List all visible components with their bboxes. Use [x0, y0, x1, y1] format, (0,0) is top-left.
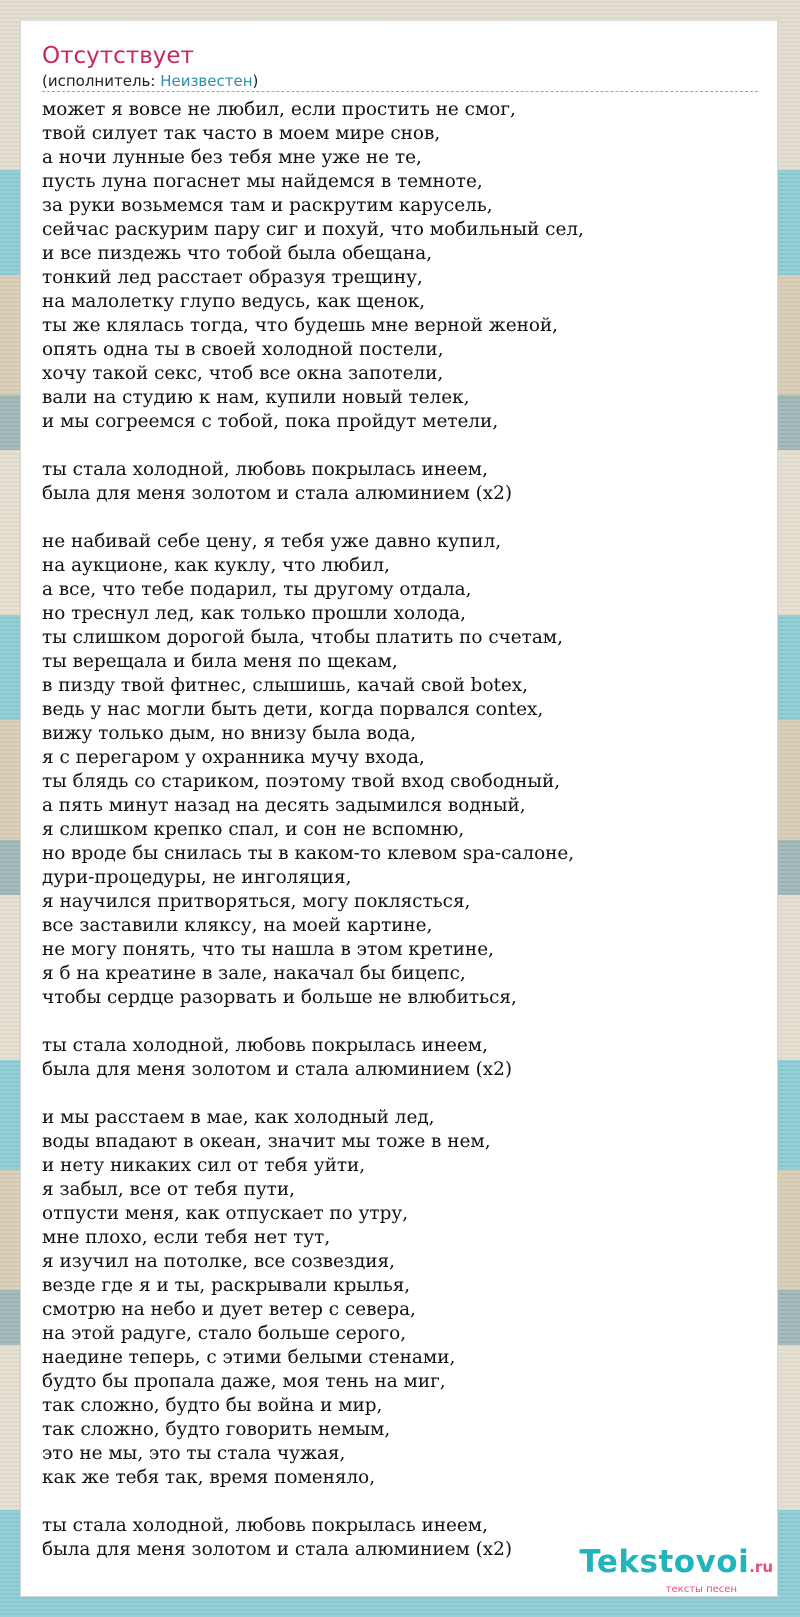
lyrics-line: это не мы, это ты стала чужая, [42, 1443, 346, 1464]
lyrics-line: воды впадают в океан, значит мы тоже в нем, [42, 1131, 491, 1152]
lyrics-stanza [42, 530, 762, 1010]
lyrics-stanza [42, 458, 762, 506]
lyrics-line: сейчас раскурим пару сиг и похуй, что мобильный сел, [42, 219, 584, 240]
lyrics-line: все заставили кляксу, на моей картине, [42, 915, 433, 936]
lyrics-line: мне плохо, если тебя нет тут, [42, 1227, 331, 1248]
lyrics-line: в пизду твой фитнес, слышишь, качай свой botex, [42, 675, 529, 696]
lyrics-line: была для меня золотом и стала алюминием (x2) [42, 1539, 513, 1560]
artist-suffix: ) [252, 72, 259, 90]
lyrics-stanza [42, 1034, 762, 1082]
lyrics-line: чтобы сердце разорвать и больше не влюбиться, [42, 987, 517, 1008]
lyrics-line: вижу только дым, но внизу была вода, [42, 723, 417, 744]
lyrics-line: ты стала холодной, любовь покрылась инеем, [42, 459, 488, 480]
lyrics-card [20, 20, 778, 1597]
lyrics-line: я забыл, все от тебя пути, [42, 1179, 295, 1200]
lyrics-line: за руки возьмемся там и раскрутим карусель, [42, 195, 493, 216]
lyrics-line: не набивай себе цену, я тебя уже давно купил, [42, 531, 502, 552]
lyrics-line: и мы согреемся с тобой, пока пройдут метели, [42, 411, 499, 432]
lyrics-line: я изучил на потолке, все созвездия, [42, 1251, 395, 1272]
lyrics-line: была для меня золотом и стала алюминием (x2) [42, 483, 513, 504]
artist-link[interactable]: Неизвестен [160, 72, 253, 90]
lyrics-line: как же тебя так, время поменяло, [42, 1467, 376, 1488]
lyrics-line: смотрю на небо и дует ветер с севера, [42, 1299, 416, 1320]
lyrics-line: ты стала холодной, любовь покрылась инеем, [42, 1515, 488, 1536]
lyrics-line: твой силует так часто в моем мире снов, [42, 123, 441, 144]
lyrics-line: будто бы пропала даже, моя тень на миг, [42, 1371, 446, 1392]
lyrics-line: а все, что тебе подарил, ты другому отдала, [42, 579, 472, 600]
artist-line [42, 71, 258, 91]
lyrics-line: может я вовсе не любил, если простить не смог, [42, 99, 516, 120]
artist-prefix: (исполнитель: [42, 72, 161, 90]
lyrics-line: а ночи лунные без тебя мне уже не те, [42, 147, 422, 168]
lyrics-line: так сложно, будто говорить немым, [42, 1419, 391, 1440]
lyrics-line: наедине теперь, с этими белыми стенами, [42, 1347, 456, 1368]
lyrics-line: и мы расстаем в мае, как холодный лед, [42, 1107, 435, 1128]
lyrics-line: ты же клялась тогда, что будешь мне верной женой, [42, 315, 559, 336]
lyrics-line: но треснул лед, как только прошли холода, [42, 603, 466, 624]
lyrics-line: была для меня золотом и стала алюминием (x2) [42, 1059, 513, 1080]
lyrics-line: ведь у нас могли быть дети, когда порвался contex, [42, 699, 544, 720]
lyrics-line: пусть луна погаснет мы найдемся в темноте, [42, 171, 483, 192]
lyrics-line: тонкий лед расстает образуя трещину, [42, 267, 423, 288]
lyrics-line: ты слишком дорогой была, чтобы платить по счетам, [42, 627, 563, 648]
lyrics-line: дури-процедуры, не инголяция, [42, 867, 352, 888]
lyrics-line: отпусти меня, как отпускает по утру, [42, 1203, 409, 1224]
lyrics-stanza [42, 1106, 762, 1490]
lyrics-line: опять одна ты в своей холодной постели, [42, 339, 444, 360]
lyrics-line: ты блядь со стариком, поэтому твой вход свободный, [42, 771, 561, 792]
lyrics-line: не могу понять, что ты нашла в этом кретине, [42, 939, 494, 960]
lyrics-stanza [42, 98, 762, 434]
lyrics-line: так сложно, будто бы война и мир, [42, 1395, 383, 1416]
lyrics-line: я с перегаром у охранника мучу входа, [42, 747, 425, 768]
lyrics-line: ты стала холодной, любовь покрылась инеем, [42, 1035, 488, 1056]
title-divider [42, 91, 758, 92]
lyrics-line: я слишком крепко спал, и сон не вспомню, [42, 819, 465, 840]
lyrics-line: ты верещала и била меня по щекам, [42, 651, 398, 672]
lyrics-line: на аукционе, как куклу, что любил, [42, 555, 390, 576]
logo-tagline: тексты песен [665, 1584, 737, 1595]
lyrics-line: вали на студию к нам, купили новый телек, [42, 387, 470, 408]
lyrics-line: и все пиздежь что тобой была обещана, [42, 243, 433, 264]
site-logo[interactable] [563, 1544, 773, 1594]
lyrics-line: хочу такой секс, чтоб все окна запотели, [42, 363, 444, 384]
lyrics-line: на этой радуге, стало больше серого, [42, 1323, 407, 1344]
lyrics-line: я б на креатине в зале, накачал бы бицепс, [42, 963, 466, 984]
lyrics-line: я научился притворяться, могу поклясться, [42, 891, 471, 912]
song-title: Отсутствует [42, 43, 194, 69]
lyrics-line: везде где я и ты, раскрывали крылья, [42, 1275, 411, 1296]
lyrics-text [42, 98, 762, 1562]
lyrics-line: на малолетку глупо ведусь, как щенок, [42, 291, 426, 312]
lyrics-line: а пять минут назад на десять задымился водный, [42, 795, 526, 816]
logo-tld: .ru [749, 1558, 773, 1576]
logo-name: Tekstovoi [579, 1544, 750, 1580]
lyrics-line: и нету никаких сил от тебя уйти, [42, 1155, 366, 1176]
lyrics-line: но вроде бы снилась ты в каком-то клевом spa-салоне, [42, 843, 575, 864]
